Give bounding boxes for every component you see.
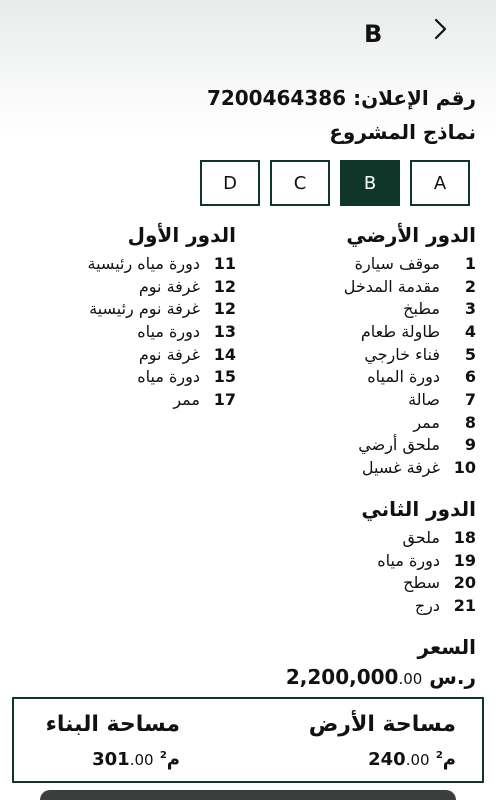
room-number: 10 [453,458,476,478]
land-area-power: 2 [435,750,443,761]
ad-number-value: 7200464386 [206,86,347,110]
room-number: 7 [464,389,476,409]
ground-floor-title: الدور الأرضي [346,223,476,247]
room-name: غرفة نوم رئيسية [89,299,200,319]
build-area-main: 301 [92,749,130,770]
room-number: 2 [464,276,476,296]
price-decimals: .00 [398,670,423,688]
room-item [88,365,236,388]
room-item [88,343,236,366]
room-name: مطبخ [403,299,440,319]
room-number: 12 [213,299,236,319]
room-item [344,275,476,298]
room-name: غرفة نوم [138,276,200,296]
room-item [88,297,236,320]
land-area-value [309,741,456,771]
ground-floor [344,218,476,479]
build-area-label: مساحة البناء [45,712,180,737]
room-number: 17 [213,389,236,409]
model-tabs [14,160,470,206]
room-name: درج [414,595,440,615]
room-name: دورة المياه [367,367,440,387]
room-name: دورة مياه رئيسية [87,253,200,273]
price-currency: ر.س [429,665,476,689]
second-floor-title: الدور الثاني [361,497,476,521]
room-name: دورة مياه [377,550,440,570]
second-floor [361,492,476,617]
room-number: 12 [213,276,236,296]
room-item [344,411,476,434]
build-area [46,709,180,771]
build-area-decimals: .00 [129,751,154,769]
room-name: غرفة غسيل [361,458,440,478]
room-name: سطح [403,573,440,593]
model-tab-a[interactable]: A [410,160,470,206]
land-area-main: 240 [368,749,406,770]
build-area-unit: م [166,749,180,770]
room-number: 1 [464,253,476,273]
room-name: دورة مياه [137,321,200,341]
model-tab-c[interactable]: C [270,160,330,206]
room-number: 19 [453,550,476,570]
room-number: 20 [453,573,476,593]
first-floor-title: الدور الأول [127,223,236,247]
room-number: 13 [213,321,236,341]
room-number: 21 [453,595,476,615]
ground-floor-rooms [344,252,476,479]
price-main: 2,200,000 [285,665,399,689]
room-name: ملحق أرضي [358,435,440,455]
area-box [12,697,484,783]
room-name: ملحق [402,527,440,547]
room-item [344,343,476,366]
second-floor-rooms [361,526,476,617]
room-name: صالة [408,389,440,409]
room-number: 5 [464,344,476,364]
build-area-value [46,741,180,771]
room-item [344,388,476,411]
bottom-action-bar[interactable] [40,790,456,800]
room-number: 15 [213,367,236,387]
page-title: B [364,20,383,48]
room-number: 18 [453,527,476,547]
room-name: ممر [173,389,200,409]
room-item [88,320,236,343]
room-name: موقف سيارة [354,253,440,273]
room-number: 6 [464,367,476,387]
room-name: دورة مياه [137,367,200,387]
price-label: السعر [417,635,476,659]
price-value [286,662,476,692]
room-item [88,275,236,298]
land-area-decimals: .00 [405,751,430,769]
land-area [309,709,456,771]
room-name: فناء خارجي [364,344,440,364]
room-item [344,434,476,457]
model-tab-d[interactable]: D [200,160,260,206]
room-item [344,365,476,388]
first-floor [88,218,236,411]
room-name: مقدمة المدخل [343,276,440,296]
room-item [88,252,236,275]
room-item [361,594,476,617]
back-button[interactable] [426,14,456,44]
price-section [286,632,476,692]
land-area-label: مساحة الأرض [308,712,456,737]
room-item [344,456,476,479]
first-floor-rooms [88,252,236,411]
ad-number-line [14,84,476,112]
room-item [344,252,476,275]
build-area-power: 2 [159,750,167,761]
room-item [361,526,476,549]
land-area-unit: م [442,749,456,770]
room-number: 14 [213,344,236,364]
room-number: 4 [464,321,476,341]
header [0,0,496,70]
room-item [88,388,236,411]
room-number: 11 [213,253,236,273]
room-name: طاولة طعام [360,321,440,341]
room-item [361,571,476,594]
ad-number-label: رقم الإعلان: [353,86,476,110]
chevron-right-icon [426,14,456,44]
room-item [344,297,476,320]
room-number: 9 [464,435,476,455]
room-name: ممر [413,412,440,432]
models-title: نماذج المشروع [329,120,476,144]
floors [14,218,476,518]
room-item [344,320,476,343]
room-number: 8 [464,412,476,432]
room-number: 3 [464,299,476,319]
project-details [14,84,476,518]
model-tab-b[interactable]: B [340,160,400,206]
room-item [361,549,476,572]
room-name: غرفة نوم [138,344,200,364]
